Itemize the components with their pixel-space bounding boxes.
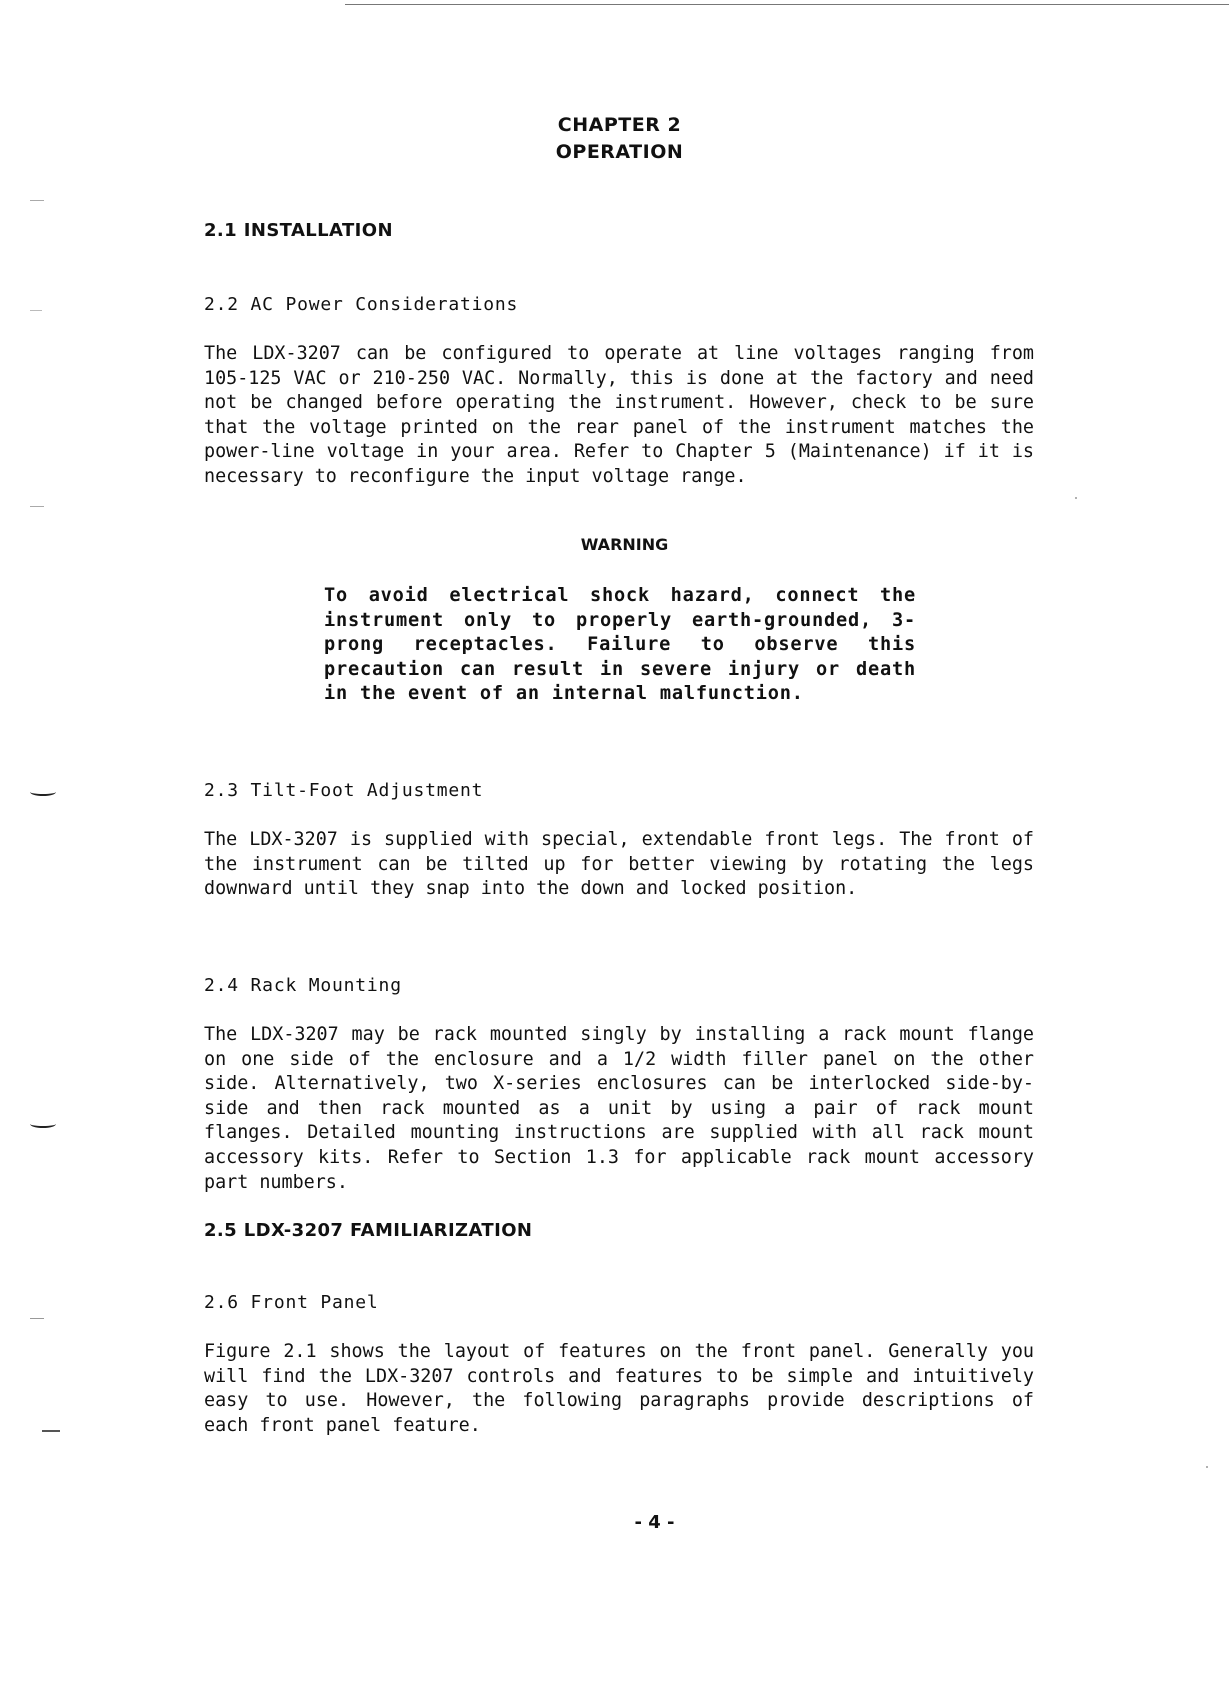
chapter-title: OPERATION [555,141,684,163]
paragraph-rack-mounting: The LDX-3207 may be rack mounted singly by installing a rack mount flange on one side of the enclosure and a 1/2 width filler panel on the other side. Alternatively, two X-series enclosures can be interlocked side-by-side and then rack mounted as a unit by using a pair of rack mount flanges. Detailed mounting instructions are supplied with all rack mount accessory kits. Refer to Section 1.3 for applicable rack mount accessory part numbers. [204,1024,1034,1193]
scan-margin-mark [42,1430,60,1432]
paragraph-tilt-foot: The LDX-3207 is supplied with special, extendable front legs. The front of the instrument can be tilted up for better viewing by rotating the legs downward until they snap into the down and locked position. [204,829,1034,900]
scan-binding-mark [30,788,56,796]
section-heading-tilt-foot: 2.3 Tilt-Foot Adjustment [204,780,484,801]
section-heading-installation: 2.1 INSTALLATION [204,220,393,241]
scan-margin-mark [30,506,44,507]
section-heading-ac-power: 2.2 AC Power Considerations [204,294,519,315]
chapter-heading [0,112,1229,166]
section-heading-front-panel: 2.6 Front Panel [204,1292,379,1313]
scan-binding-mark [30,1120,56,1128]
warning-body: To avoid electrical shock hazard, connect the instrument only to properly earth-grounded, 3-prong receptacles. Failure to observe this precaution can result in severe injury or death in the event of an internal malfunction. [324,585,916,705]
paragraph-ac-power: The LDX-3207 can be configured to operate at line voltages ranging from 105-125 VAC or 210-250 VAC. Normally, this is done at the factory and need not be changed before operating the instrument. However, check to be sure that the voltage printed on the rear panel of the instrument matches the power-line voltage in your area. Refer to Chapter 5 (Maintenance) if it is necessary to reconfigure the input voltage range. [204,343,1034,487]
paragraph-front-panel: Figure 2.1 shows the layout of features on the front panel. Generally you will find the LDX-3207 controls and features to be simple and intuitively easy to use. However, the following paragraphs provide descriptions of each front panel feature. [204,1341,1034,1436]
section-heading-familiarization: 2.5 LDX-3207 FAMILIARIZATION [204,1220,533,1241]
scan-margin-mark [30,310,42,311]
scan-margin-mark [30,1318,44,1319]
scan-margin-mark [30,200,44,201]
scan-speck [1075,497,1077,499]
warning-title: WARNING [580,535,669,554]
scan-speck [1206,1466,1208,1468]
scan-top-rule [345,4,1229,5]
chapter-label: CHAPTER 2 [557,114,682,136]
section-heading-rack-mounting: 2.4 Rack Mounting [204,975,402,996]
page-number: - 4 - [634,1512,675,1533]
